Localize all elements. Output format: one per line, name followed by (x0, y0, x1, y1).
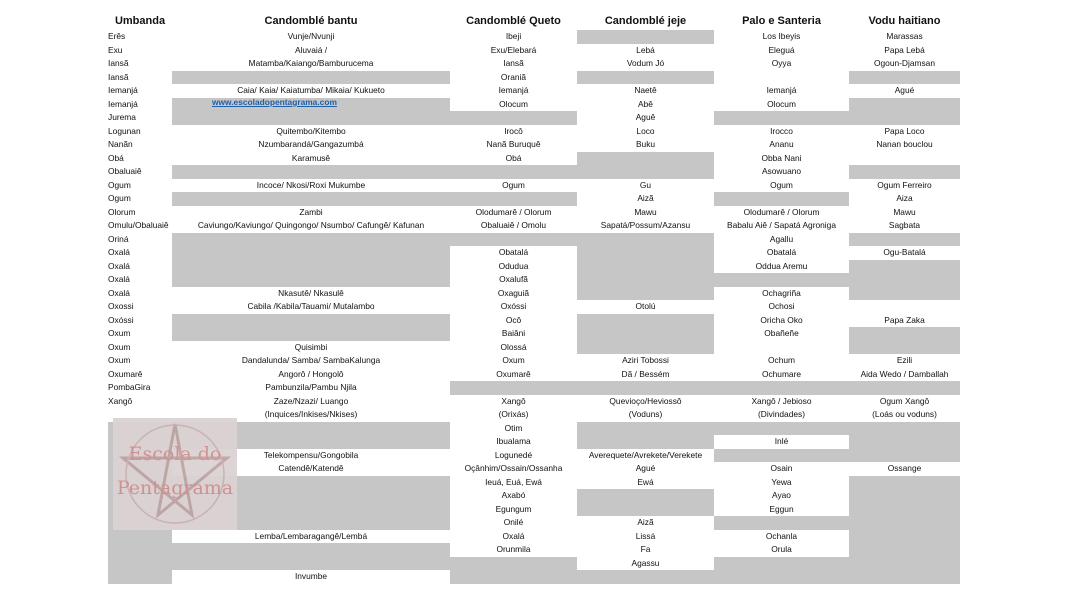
cell-umbanda: Olorum (108, 206, 136, 217)
cell-vodu: Sagbata (888, 220, 921, 230)
cell-palo: Eggun (769, 503, 794, 514)
cell-palo: Ochosi (768, 301, 795, 311)
cell-palo: Olodumarê / Olorum (743, 206, 820, 217)
cell-bantu (172, 273, 450, 287)
cell-umbanda: Logunan (108, 125, 141, 136)
cell-vodu: Papa Lebá (884, 44, 925, 55)
cell-queto: Oçânhim/Ossain/Ossanha (464, 463, 563, 473)
cell-queto: Obatalá (498, 247, 529, 257)
cell-palo: Yewa (771, 476, 792, 487)
cell-palo: Ochum (768, 355, 795, 365)
cell-vodu (849, 165, 960, 179)
cell-palo: Osain (770, 463, 793, 473)
cell-jeje: Lebá (636, 44, 655, 55)
cell-vodu (849, 489, 960, 503)
cell-vodu (849, 98, 960, 112)
cell-umbanda: Ogum (108, 179, 131, 190)
cell-bantu: Caia/ Kaia/ Kaiatumba/ Mikaia/ Kukueto (237, 85, 385, 95)
cell-vodu (849, 233, 960, 247)
table-row (108, 152, 960, 166)
cell-umbanda (108, 570, 172, 584)
cell-jeje (577, 30, 714, 44)
table-row (108, 530, 960, 544)
cell-umbanda: Erês (108, 31, 126, 41)
cell-vodu: Mawu (893, 206, 916, 217)
cell-umbanda: Oxóssi (108, 314, 134, 325)
cell-queto: Ogum (502, 179, 525, 190)
cell-bantu: Dandalunda/ Samba/ SambaKalunga (241, 355, 381, 365)
cell-jeje (577, 260, 714, 274)
table-row (108, 125, 960, 139)
cell-jeje (577, 327, 714, 341)
cell-jeje (577, 570, 714, 584)
cell-vodu (849, 570, 960, 584)
header-umbanda: Umbanda (114, 15, 166, 27)
cell-queto: Iansã (503, 58, 524, 68)
cell-jeje (577, 314, 714, 328)
cell-jeje: Sapatá/Possum/Azansu (600, 220, 691, 230)
cell-palo (714, 557, 849, 571)
table-row (108, 192, 960, 206)
cell-queto (450, 192, 577, 206)
cell-umbanda: Iemanjá (108, 98, 138, 109)
cell-jeje: Fa (640, 544, 651, 554)
cell-bantu: Invumbe (294, 571, 328, 581)
cell-queto: Ibualama (496, 436, 531, 446)
cell-queto: Orunmila (496, 544, 531, 554)
table-row (108, 570, 960, 584)
table-row (108, 381, 960, 395)
cell-bantu (172, 246, 450, 260)
cell-umbanda: Oriná (108, 233, 129, 244)
cell-vodu (849, 111, 960, 125)
cell-vodu (849, 152, 960, 166)
table-row (108, 300, 960, 314)
cell-jeje: Aizã (637, 193, 654, 203)
cell-umbanda: Obaluaiê (108, 166, 142, 176)
cell-vodu: Agué (894, 85, 915, 95)
cell-palo (714, 381, 849, 395)
cell-bantu: Zambi (299, 206, 323, 217)
cell-queto (450, 233, 577, 247)
cell-umbanda: Ogum (108, 193, 131, 203)
cell-palo: Ogum (770, 179, 793, 190)
cell-vodu (849, 530, 960, 544)
cell-bantu: Incoce/ Nkosi/Roxi Mukumbe (256, 179, 366, 190)
cell-vodu: Marassas (886, 31, 923, 41)
cell-jeje (577, 435, 714, 449)
cell-umbanda: Xangô (108, 395, 133, 406)
cell-bantu: Lemba/Lembaragangê/Lembá (254, 530, 368, 541)
cell-palo: Inlé (774, 436, 789, 446)
cell-bantu (172, 165, 450, 179)
cell-vodu (849, 449, 960, 463)
cell-palo (714, 71, 849, 85)
cell-vodu (849, 557, 960, 571)
cell-jeje: Dã / Bessém (621, 368, 670, 379)
cell-vodu: Papa Zaka (884, 314, 925, 325)
cell-palo: Obba Nani (761, 152, 802, 163)
cell-jeje: Lissá (635, 530, 656, 541)
cell-jeje (577, 341, 714, 355)
table-row (108, 44, 960, 58)
table-row (108, 165, 960, 179)
cell-palo: Los Ibeyis (762, 31, 801, 41)
cell-vodu (849, 543, 960, 557)
cell-umbanda (108, 557, 172, 571)
cell-palo: Irocco (770, 125, 793, 136)
cell-umbanda: Oxum (108, 341, 131, 352)
cell-bantu: Cabila /Kabila/Tauami/ Mutalambo (247, 301, 375, 311)
cell-umbanda (108, 530, 172, 544)
cell-jeje: Naetê (634, 85, 657, 95)
cell-palo: Obatalá (766, 247, 797, 257)
cell-bantu: Quitembo/Kitembo (276, 125, 346, 136)
cell-umbanda (108, 543, 172, 557)
cell-queto: Oxaguiã (497, 287, 530, 298)
table-row (108, 395, 960, 409)
cell-queto: Onilé (503, 517, 524, 527)
cell-vodu: Nanan bouclou (876, 139, 933, 149)
cell-vodu (849, 260, 960, 274)
cell-umbanda: Oxum (108, 355, 131, 365)
cell-vodu (849, 327, 960, 341)
cell-bantu: Angorô / Hongolô (278, 368, 344, 379)
cell-queto: Exu/Elebará (490, 44, 537, 55)
watermark-logo (113, 418, 237, 530)
cell-bantu: Matamba/Kaiango/Bamburucema (248, 58, 374, 68)
cell-bantu: Vunje/Nvunji (287, 31, 335, 41)
cell-queto: Baiâni (501, 328, 526, 338)
cell-jeje (577, 246, 714, 260)
cell-bantu: Telekompensu/Gongobila (263, 449, 359, 460)
header-candomble-queto: Candomblé Queto (466, 15, 561, 27)
cell-jeje (577, 152, 714, 166)
cell-palo: Oricha Oko (760, 314, 803, 325)
cell-palo: Ayao (772, 490, 791, 500)
cell-umbanda: Oxalá (108, 247, 130, 257)
cell-vodu: Aida Wedo / Damballah (860, 368, 949, 379)
cell-vodu: (Loás ou voduns) (872, 409, 937, 419)
cell-umbanda: Oxum (108, 328, 131, 338)
cell-palo (714, 111, 849, 125)
pentagram-star-icon (113, 418, 237, 530)
cell-palo: Ochanla (765, 530, 798, 541)
table-row (108, 287, 960, 301)
table-row (108, 71, 960, 85)
cell-jeje: Agué (635, 463, 656, 473)
cell-jeje: Averequete/Avrekete/Verekete (588, 449, 703, 460)
cell-palo: Ananu (769, 139, 794, 149)
cell-bantu: Caviungo/Kaviungo/ Quingongo/ Nsumbo/ Cafungê/ Kafunan (197, 220, 425, 230)
cell-vodu (849, 516, 960, 530)
cell-palo (714, 449, 849, 463)
cell-queto: Ieuá, Euá, Ewá (485, 476, 542, 487)
cell-umbanda: Jurema (108, 112, 136, 122)
table-row (108, 341, 960, 355)
cell-jeje (577, 71, 714, 85)
cell-vodu (849, 435, 960, 449)
table-row (108, 557, 960, 571)
header-palo-santeria: Palo e Santeria (742, 15, 821, 27)
cell-queto: Oxóssi (500, 301, 527, 311)
cell-umbanda: Iemanjá (108, 85, 138, 95)
cell-jeje: Buku (635, 139, 656, 149)
cell-jeje: Otolú (635, 301, 656, 311)
cell-vodu: Ezili (896, 355, 913, 365)
table-row (108, 30, 960, 44)
header-candomble-jeje: Candomblé jeje (604, 15, 687, 27)
table-row (108, 57, 960, 71)
cell-queto (450, 381, 577, 395)
cell-jeje: Quevioço/Heviossô (609, 395, 682, 406)
cell-palo (714, 192, 849, 206)
cell-vodu (849, 273, 960, 287)
cell-jeje (577, 381, 714, 395)
cell-vodu (849, 300, 960, 314)
cell-umbanda: Oxossi (108, 301, 134, 311)
cell-umbanda: Omulu/Obaluaiê (108, 220, 169, 230)
cell-jeje (577, 422, 714, 436)
cell-palo: Iemanjá (766, 85, 797, 95)
cell-bantu: (Inquices/Inkises/Nkises) (264, 409, 358, 419)
cell-jeje: Aziri Tobossi (622, 355, 669, 365)
cell-queto: Iemanjá (498, 85, 529, 95)
table-row (108, 273, 960, 287)
cell-jeje: Gu (639, 179, 652, 190)
cell-jeje: Aguê (635, 112, 656, 122)
cell-bantu (172, 314, 450, 328)
table-row (108, 314, 960, 328)
header-vodu-haitiano: Vodu haitiano (868, 15, 941, 27)
cell-umbanda: PombaGira (108, 382, 151, 392)
header-candomble-bantu: Candomblé bantu (264, 15, 358, 27)
cell-umbanda: Iansã (108, 58, 129, 68)
website-link[interactable]: www.escoladopentagrama.com (212, 97, 337, 107)
table-row (108, 246, 960, 260)
cell-palo (714, 570, 849, 584)
cell-palo: Xangô / Jebioso (751, 395, 812, 406)
cell-bantu (172, 543, 450, 557)
cell-vodu: Ossange (887, 463, 922, 473)
cell-queto: Oxalá (502, 530, 525, 541)
cell-jeje: Mawu (634, 206, 657, 217)
cell-umbanda: Oxalá (108, 260, 130, 271)
cell-vodu (849, 71, 960, 85)
cell-queto (450, 570, 577, 584)
table-row (108, 260, 960, 274)
cell-queto (450, 165, 577, 179)
cell-bantu (172, 111, 450, 125)
cell-queto: Oraniã (500, 71, 527, 82)
cell-palo: Oyya (771, 58, 792, 68)
cell-queto: Nanã Buruquê (486, 139, 541, 149)
cell-vodu: Ogum Ferreiro (877, 179, 932, 190)
cell-vodu (849, 503, 960, 517)
cell-vodu: Papa Loco (884, 125, 925, 136)
cell-vodu (849, 341, 960, 355)
cell-bantu (172, 71, 450, 85)
cell-queto: Obaluaiê / Omolu (480, 220, 547, 230)
cell-palo: Eleguá (768, 44, 795, 55)
cell-palo (714, 341, 849, 355)
cell-palo: Orula (771, 544, 792, 554)
cell-jeje: Aizã (637, 517, 654, 527)
cell-palo (714, 422, 849, 436)
cell-palo: Obañeñe (764, 328, 799, 338)
table-row (108, 543, 960, 557)
cell-queto (450, 111, 577, 125)
cell-umbanda: Oxalá (108, 287, 130, 298)
cell-queto: Oxum (502, 355, 525, 365)
cell-queto: Axabó (501, 490, 526, 500)
cell-jeje: Agassu (631, 557, 660, 568)
cell-palo: Agallu (769, 233, 794, 244)
cell-palo: Babalu Aiê / Sapatá Agroniga (727, 220, 836, 230)
table-row (108, 354, 960, 368)
cell-vodu (849, 381, 960, 395)
cell-queto: Olocum (499, 98, 528, 109)
cell-bantu: Catendê/Katendê (278, 463, 344, 473)
cell-queto: Olossá (500, 341, 527, 352)
cell-jeje: Abê (638, 98, 653, 109)
cell-jeje (577, 503, 714, 517)
cell-bantu (172, 327, 450, 341)
cell-queto: Oxalufã (499, 274, 528, 284)
cell-queto: (Orixás) (498, 409, 529, 419)
cell-queto: Egungum (495, 503, 532, 514)
cell-bantu (172, 192, 450, 206)
cell-queto: Oxumarê (496, 368, 531, 379)
cell-jeje: Loco (636, 125, 655, 136)
cell-umbanda: Obá (108, 152, 124, 163)
cell-umbanda: Exu (108, 44, 123, 55)
cell-vodu (849, 422, 960, 436)
cell-palo: (Divindades) (757, 409, 805, 419)
table-row (108, 138, 960, 152)
cell-bantu: Nzumbarandá/Gangazumbá (258, 139, 364, 149)
cell-palo: Ochagriña (762, 287, 801, 298)
cell-queto: Odudua (498, 260, 529, 271)
cell-queto: Obá (505, 152, 522, 163)
cell-queto: Logunedé (494, 449, 533, 460)
cell-jeje (577, 165, 714, 179)
cell-palo: Ochumare (761, 368, 802, 379)
cell-bantu: Quisimbi (294, 341, 328, 352)
cell-umbanda: Iansã (108, 71, 129, 82)
table-row (108, 219, 960, 233)
cell-jeje: (Voduns) (628, 409, 663, 419)
cell-vodu: Ogu-Batalá (883, 247, 926, 257)
cell-bantu: Pambunzila/Pambu Njila (265, 382, 357, 392)
cell-bantu: Nkasutê/ Nkasulê (278, 287, 344, 298)
cell-bantu: Aluvaiá / (294, 44, 328, 55)
cell-vodu (849, 476, 960, 490)
table-row (108, 111, 960, 125)
cell-palo: Oddua Aremu (755, 260, 808, 271)
table-row (108, 368, 960, 382)
cell-jeje (577, 287, 714, 301)
cell-jeje (577, 489, 714, 503)
cell-queto: Ocô (505, 314, 522, 325)
cell-vodu: Ogum Xangô (879, 395, 930, 406)
table-row (108, 206, 960, 220)
cell-jeje (577, 233, 714, 247)
cell-bantu (172, 233, 450, 247)
cell-umbanda: Oxumarê (108, 368, 143, 379)
cell-queto (450, 557, 577, 571)
cell-palo: Asowuano (761, 166, 802, 176)
cell-palo: Olocum (767, 98, 796, 109)
logo-text-line2: Pentagrama (116, 477, 234, 499)
table-row (108, 179, 960, 193)
cell-palo (714, 273, 849, 287)
logo-text-line1: Escola do (128, 443, 222, 465)
cell-queto: Irocô (504, 125, 523, 136)
cell-vodu: Aiza (896, 193, 913, 203)
cell-palo (714, 516, 849, 530)
cell-jeje (577, 273, 714, 287)
table-row (108, 327, 960, 341)
cell-bantu: Zaze/Nzazi/ Luango (273, 395, 349, 406)
cell-queto: Olodumarê / Olorum (475, 206, 552, 217)
cell-umbanda: Oxalá (108, 274, 130, 284)
cell-bantu: Karamusê (291, 152, 331, 163)
cell-vodu: Ogoun-Djamsan (874, 58, 935, 68)
cell-jeje: Vodum Jó (626, 58, 665, 68)
cell-vodu (849, 287, 960, 301)
cell-bantu (172, 260, 450, 274)
cell-queto: Otim (504, 422, 523, 433)
cell-queto: Xangô (501, 395, 526, 406)
cell-umbanda: Nanãn (108, 139, 133, 149)
cell-jeje: Ewá (637, 476, 654, 487)
cell-queto: Ibeji (505, 31, 522, 41)
table-row (108, 84, 960, 98)
cell-bantu (172, 557, 450, 571)
table-row (108, 233, 960, 247)
